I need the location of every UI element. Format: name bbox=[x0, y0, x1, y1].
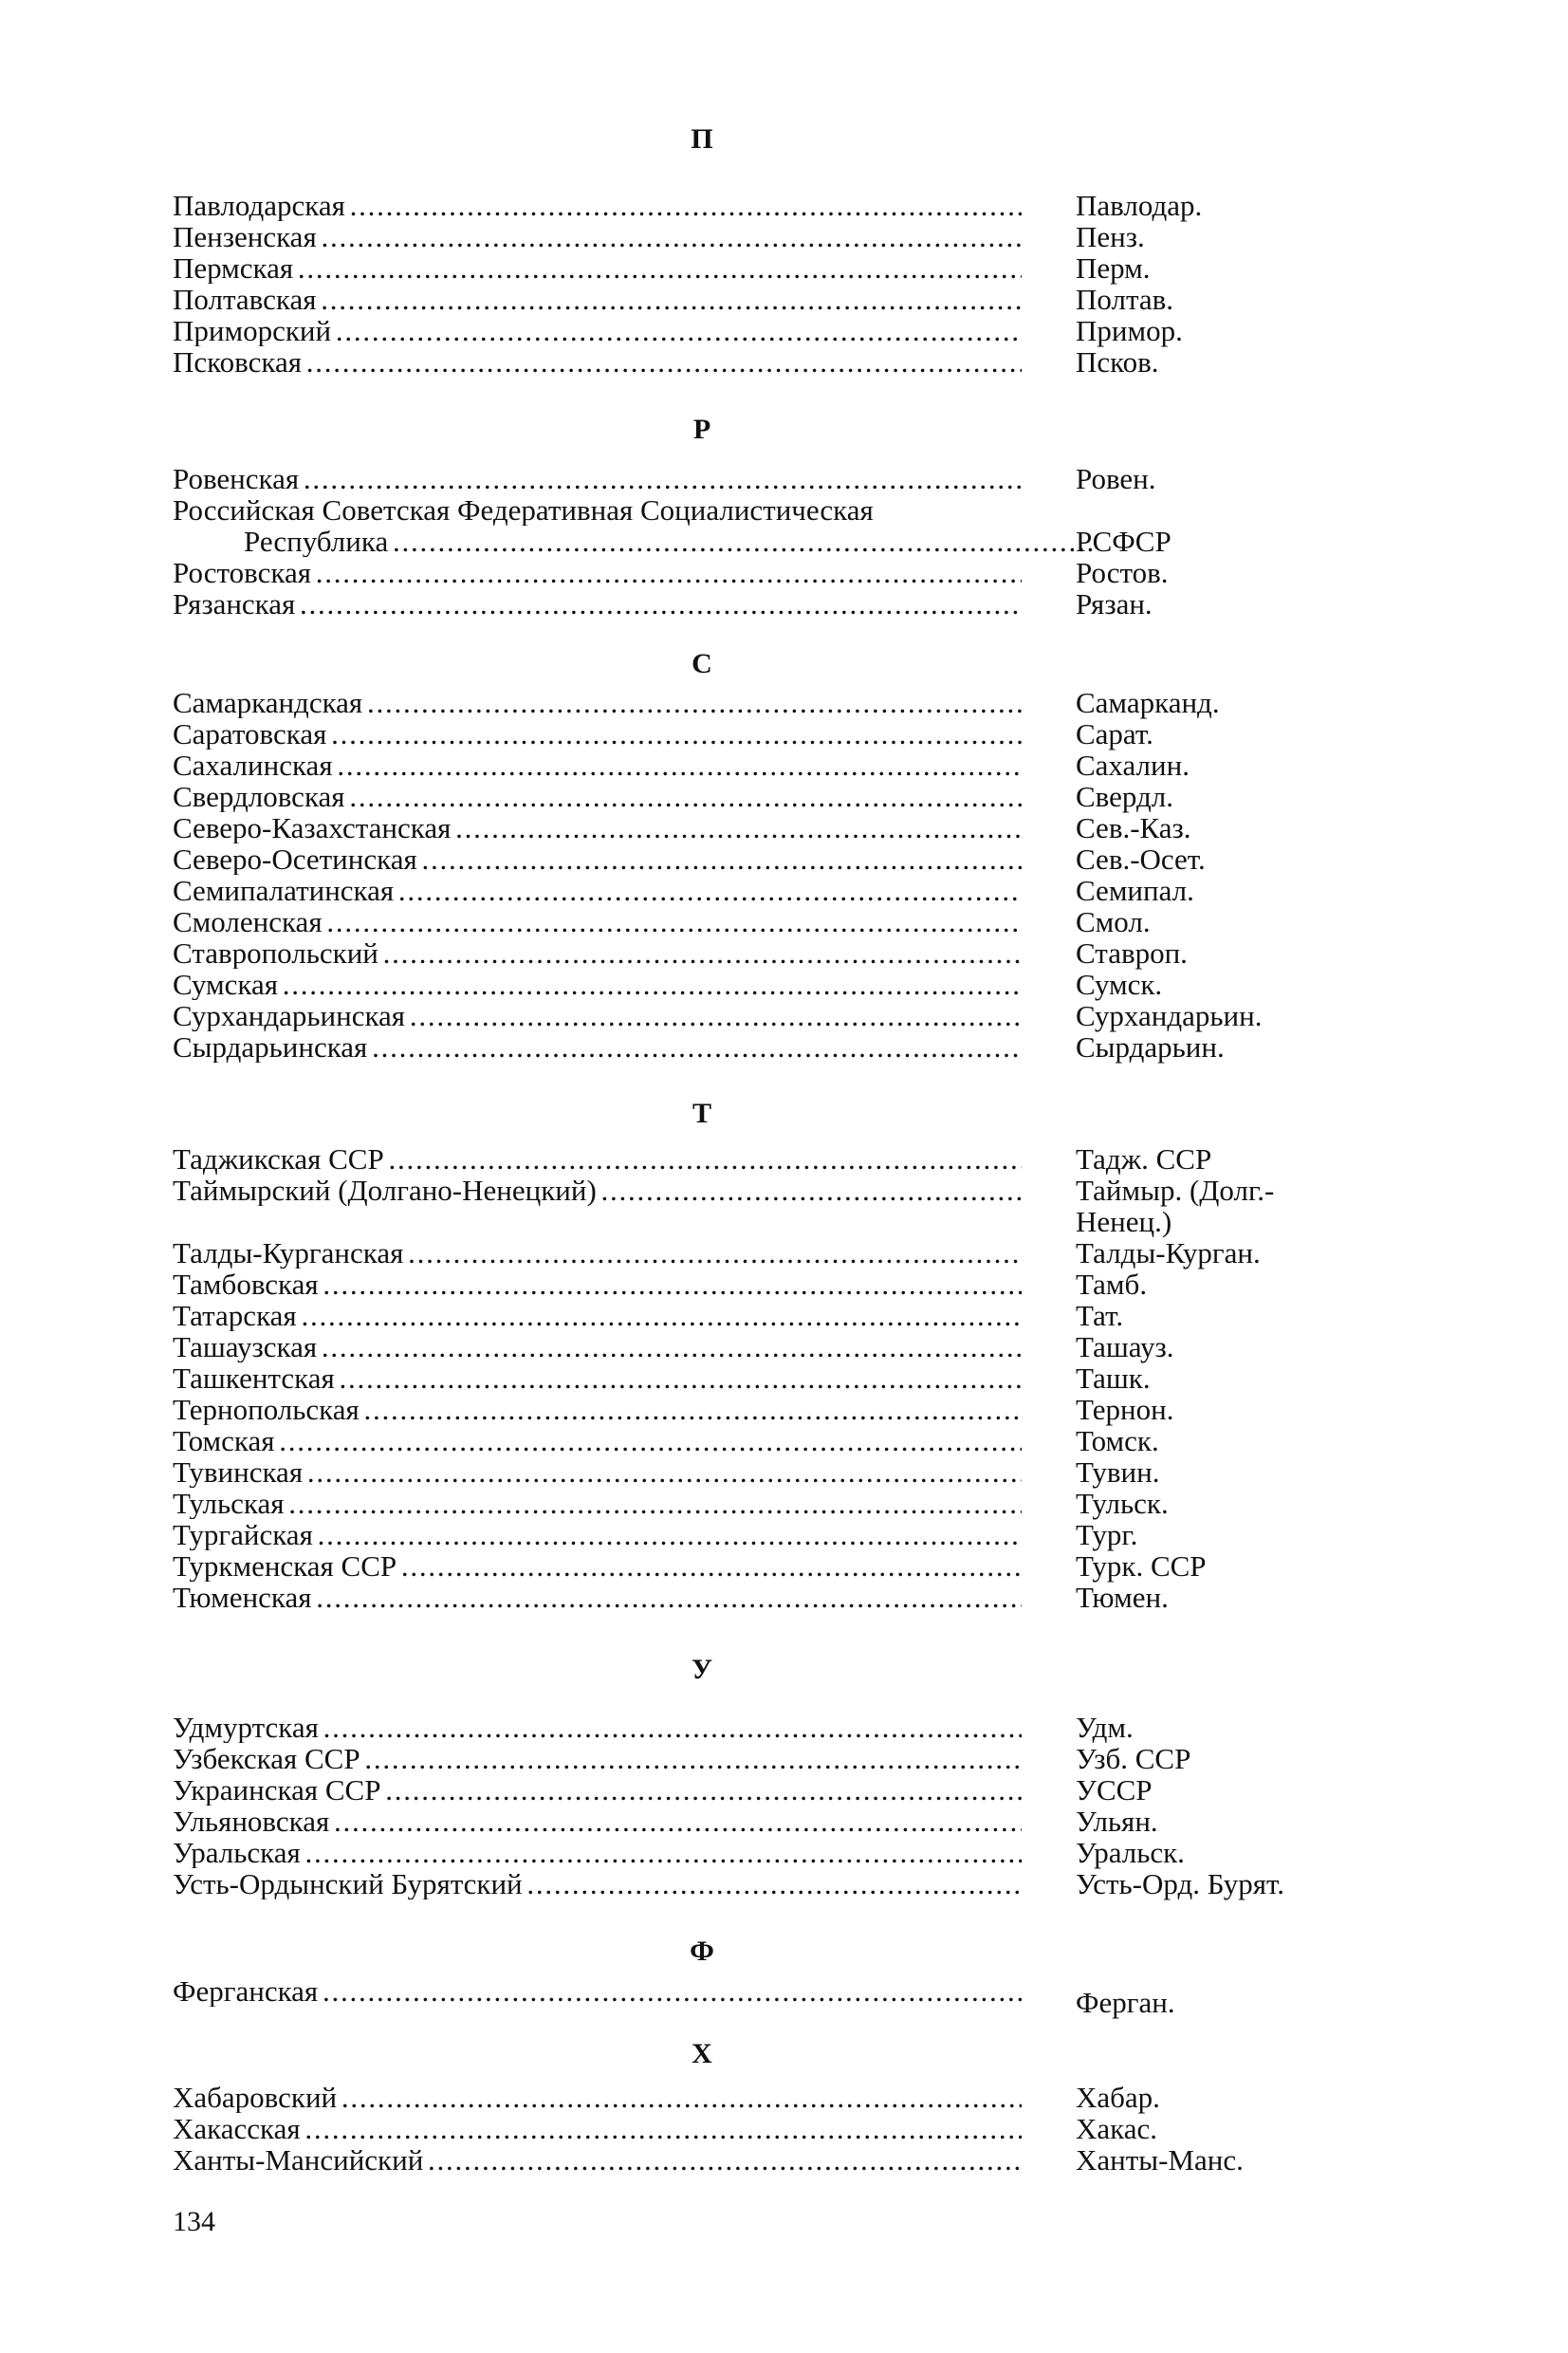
region-name: Хабаровский . . . bbox=[173, 2082, 1022, 2113]
list-item bbox=[173, 588, 1358, 621]
region-name: Ставропольский . . . bbox=[173, 937, 1022, 969]
region-abbreviation: Хабар. bbox=[1076, 2081, 1160, 2114]
region-abbreviation: Ташк. bbox=[1076, 1362, 1151, 1395]
region-name: Самаркандская . . . bbox=[173, 687, 1022, 718]
region-abbreviation: Рязан. bbox=[1076, 587, 1153, 621]
region-abbreviation: Ровен. bbox=[1076, 462, 1156, 495]
section-letter-kh: Х bbox=[692, 2038, 712, 2069]
list-item bbox=[173, 875, 1358, 907]
region-abbreviation: Хакас. bbox=[1076, 2112, 1158, 2145]
list-item bbox=[173, 346, 1358, 379]
list-item bbox=[173, 1206, 1358, 1238]
region-name: Ровенская . . . bbox=[173, 463, 1022, 494]
region-name: Хакасская . . . bbox=[173, 2113, 1022, 2144]
list-item bbox=[173, 221, 1358, 253]
region-abbreviation: Сарат. bbox=[1076, 717, 1153, 750]
region-abbreviation: Ханты-Манс. bbox=[1076, 2143, 1244, 2177]
list-item bbox=[173, 1519, 1358, 1551]
list-item bbox=[173, 812, 1358, 844]
list-item bbox=[173, 1975, 1358, 2019]
region-abbreviation: Пенз. bbox=[1076, 220, 1145, 253]
region-abbreviation: Сумск. bbox=[1076, 968, 1163, 1001]
region-abbreviation: Ставроп. bbox=[1076, 936, 1188, 970]
list-item bbox=[173, 494, 1358, 527]
region-abbreviation: Семипал. bbox=[1076, 874, 1194, 907]
region-name: Тюменская . . . bbox=[173, 1582, 1022, 1613]
region-abbreviation: Тадж. ССР bbox=[1076, 1142, 1212, 1176]
region-name: Российская Советская Федеративная Социалистическая bbox=[173, 494, 1022, 526]
section-letter-u: У bbox=[691, 1654, 713, 1685]
region-name: Псковская . . . bbox=[173, 346, 1022, 378]
region-name: Ферганская . . . bbox=[173, 1975, 1022, 2007]
region-abbreviation: Тувин. bbox=[1076, 1455, 1160, 1489]
region-abbreviation: Сахалин. bbox=[1076, 749, 1190, 782]
section-letter-s: С bbox=[692, 648, 712, 679]
region-name: Сырдарьинская . . . bbox=[173, 1031, 1022, 1063]
region-name: Ульяновская . . . bbox=[173, 1806, 1022, 1837]
region-name: Сумская . . . bbox=[173, 969, 1022, 1000]
region-abbreviation: Примор. bbox=[1076, 314, 1183, 347]
list-item bbox=[173, 1394, 1358, 1426]
list-item bbox=[173, 1774, 1358, 1806]
region-name: Пензенская . . . bbox=[173, 221, 1022, 252]
list-item bbox=[173, 1175, 1358, 1207]
list-item bbox=[173, 1868, 1358, 1900]
list-item bbox=[173, 1300, 1358, 1332]
region-abbreviation: Тюмен. bbox=[1076, 1581, 1169, 1614]
region-name: Усть-Ордынский Бурятский . . . bbox=[173, 1868, 1022, 1899]
region-abbreviation: Усть-Орд. Бурят. bbox=[1076, 1867, 1284, 1900]
region-name: Тамбовская . . . bbox=[173, 1269, 1022, 1300]
region-abbreviation: Сев.-Осет. bbox=[1076, 843, 1206, 876]
list-item bbox=[173, 315, 1358, 347]
region-name: Смоленская . . . bbox=[173, 906, 1022, 937]
list-item bbox=[173, 750, 1358, 782]
region-name: Татарская . . . bbox=[173, 1300, 1022, 1331]
region-name: Пермская . . . bbox=[173, 252, 1022, 284]
section-letter-p: П bbox=[691, 123, 713, 155]
section-letter-r: Р bbox=[692, 414, 711, 445]
region-name: Приморский . . . bbox=[173, 315, 1022, 346]
region-abbreviation: Смол. bbox=[1076, 905, 1151, 938]
list-item bbox=[173, 1806, 1358, 1838]
region-abbreviation: Ташауз. bbox=[1076, 1330, 1174, 1363]
region-abbreviation: Томск. bbox=[1076, 1424, 1159, 1457]
region-name: Свердловская . . . bbox=[173, 781, 1022, 812]
list-item bbox=[173, 1712, 1358, 1744]
list-item bbox=[173, 843, 1358, 876]
list-item bbox=[173, 1743, 1358, 1775]
region-abbreviation: Уральск. bbox=[1076, 1836, 1185, 1869]
list-item bbox=[173, 1362, 1358, 1395]
list-item bbox=[173, 252, 1358, 285]
list-item bbox=[173, 906, 1358, 938]
region-name: Ташкентская . . . bbox=[173, 1362, 1022, 1394]
region-name: Тернопольская . . . bbox=[173, 1394, 1022, 1425]
region-name: Ташаузская . . . bbox=[173, 1331, 1022, 1362]
region-name: Полтавская . . . bbox=[173, 284, 1022, 315]
page-number: 134 bbox=[173, 2206, 215, 2237]
region-name: Северо-Осетинская . . . bbox=[173, 843, 1022, 875]
list-item bbox=[173, 1837, 1358, 1869]
section-letter-f: Ф bbox=[690, 1936, 714, 1967]
list-item bbox=[173, 1425, 1358, 1457]
region-name: Тувинская . . . bbox=[173, 1456, 1022, 1488]
list-item bbox=[173, 2144, 1358, 2177]
region-abbreviation: Самарканд. bbox=[1076, 686, 1220, 719]
section-letter-t: Т bbox=[692, 1098, 711, 1129]
region-name: Тургайская . . . bbox=[173, 1519, 1022, 1550]
region-name: Сурхандарьинская . . . bbox=[173, 1000, 1022, 1031]
list-item bbox=[173, 1550, 1358, 1583]
region-name: Саратовская . . . bbox=[173, 718, 1022, 750]
region-name: Северо-Казахстанская . . . bbox=[173, 812, 1022, 843]
region-abbreviation: Талды-Курган. bbox=[1076, 1236, 1261, 1269]
list-item bbox=[173, 1456, 1358, 1489]
region-abbreviation: РСФСР bbox=[1076, 525, 1171, 558]
region-name: Уральская . . . bbox=[173, 1837, 1022, 1868]
list-item bbox=[173, 190, 1358, 222]
region-name: Ростовская . . . bbox=[173, 557, 1022, 588]
region-name: Павлодарская . . . bbox=[173, 190, 1022, 221]
region-abbreviation: Сырдарьин. bbox=[1076, 1030, 1225, 1064]
region-abbreviation: Тамб. bbox=[1076, 1268, 1148, 1301]
list-item bbox=[173, 557, 1358, 589]
region-name: Томская . . . bbox=[173, 1425, 1022, 1456]
region-name: Сахалинская . . . bbox=[173, 750, 1022, 781]
region-abbreviation: Перм. bbox=[1076, 251, 1151, 285]
list-item bbox=[173, 969, 1358, 1001]
region-name: Республика . . . bbox=[173, 526, 1093, 557]
list-item bbox=[173, 781, 1358, 813]
region-abbreviation: Ростов. bbox=[1076, 556, 1169, 589]
region-abbreviation: Павлодар. bbox=[1076, 189, 1203, 222]
region-abbreviation: Сев.-Каз. bbox=[1076, 811, 1191, 844]
list-item bbox=[173, 937, 1358, 970]
region-abbreviation: Ферган. bbox=[1076, 1986, 1175, 2019]
list-item bbox=[173, 2113, 1358, 2145]
list-item bbox=[173, 284, 1358, 316]
region-name: Талды-Курганская . . . bbox=[173, 1237, 1022, 1269]
region-name: Таймырский (Долгано-Ненецкий) . . . bbox=[173, 1175, 1022, 1206]
list-item bbox=[173, 1000, 1358, 1032]
list-item bbox=[173, 1269, 1358, 1301]
region-abbreviation: Тернон. bbox=[1076, 1393, 1174, 1426]
region-name: Таджикская ССР . . . bbox=[173, 1143, 1022, 1175]
region-abbreviation: Ульян. bbox=[1076, 1805, 1158, 1838]
region-abbreviation: Тат. bbox=[1076, 1299, 1124, 1332]
region-abbreviation: Тург. bbox=[1076, 1518, 1138, 1551]
region-name: Узбекская ССР . . . bbox=[173, 1743, 1022, 1774]
region-name: Украинская ССР . . . bbox=[173, 1774, 1022, 1806]
region-abbreviation: Полтав. bbox=[1076, 283, 1174, 316]
region-name: Тульская . . . bbox=[173, 1488, 1022, 1519]
list-item bbox=[173, 1582, 1358, 1614]
region-abbreviation: Турк. ССР bbox=[1076, 1549, 1207, 1583]
list-item bbox=[173, 687, 1358, 719]
list-item bbox=[173, 2082, 1358, 2114]
region-abbreviation: Узб. ССР bbox=[1076, 1742, 1191, 1775]
region-abbreviation: Тульск. bbox=[1076, 1487, 1169, 1520]
region-abbreviation: Свердл. bbox=[1076, 780, 1173, 813]
region-abbreviation: Удм. bbox=[1076, 1711, 1134, 1744]
region-name: Рязанская . . . bbox=[173, 588, 1022, 620]
list-item bbox=[173, 718, 1358, 750]
region-abbreviation: УССР bbox=[1076, 1773, 1153, 1806]
list-item bbox=[173, 1331, 1358, 1363]
list-item bbox=[173, 1237, 1358, 1269]
list-item bbox=[173, 1143, 1358, 1176]
region-name: Туркменская ССР . . . bbox=[173, 1550, 1022, 1582]
region-abbreviation: Таймыр. (Долг.- bbox=[1076, 1174, 1275, 1207]
list-item bbox=[173, 1488, 1358, 1520]
region-abbreviation: Псков. bbox=[1076, 345, 1159, 379]
list-item bbox=[173, 1031, 1358, 1064]
region-name: Ханты-Мансийский . . . bbox=[173, 2144, 1022, 2176]
list-item bbox=[173, 526, 1358, 558]
region-abbreviation: Сурхандарьин. bbox=[1076, 999, 1263, 1032]
region-name: Удмуртская . . . bbox=[173, 1712, 1022, 1743]
region-abbreviation: Ненец.) bbox=[1076, 1205, 1172, 1238]
region-name: Семипалатинская . . . bbox=[173, 875, 1022, 906]
list-item bbox=[173, 463, 1358, 495]
